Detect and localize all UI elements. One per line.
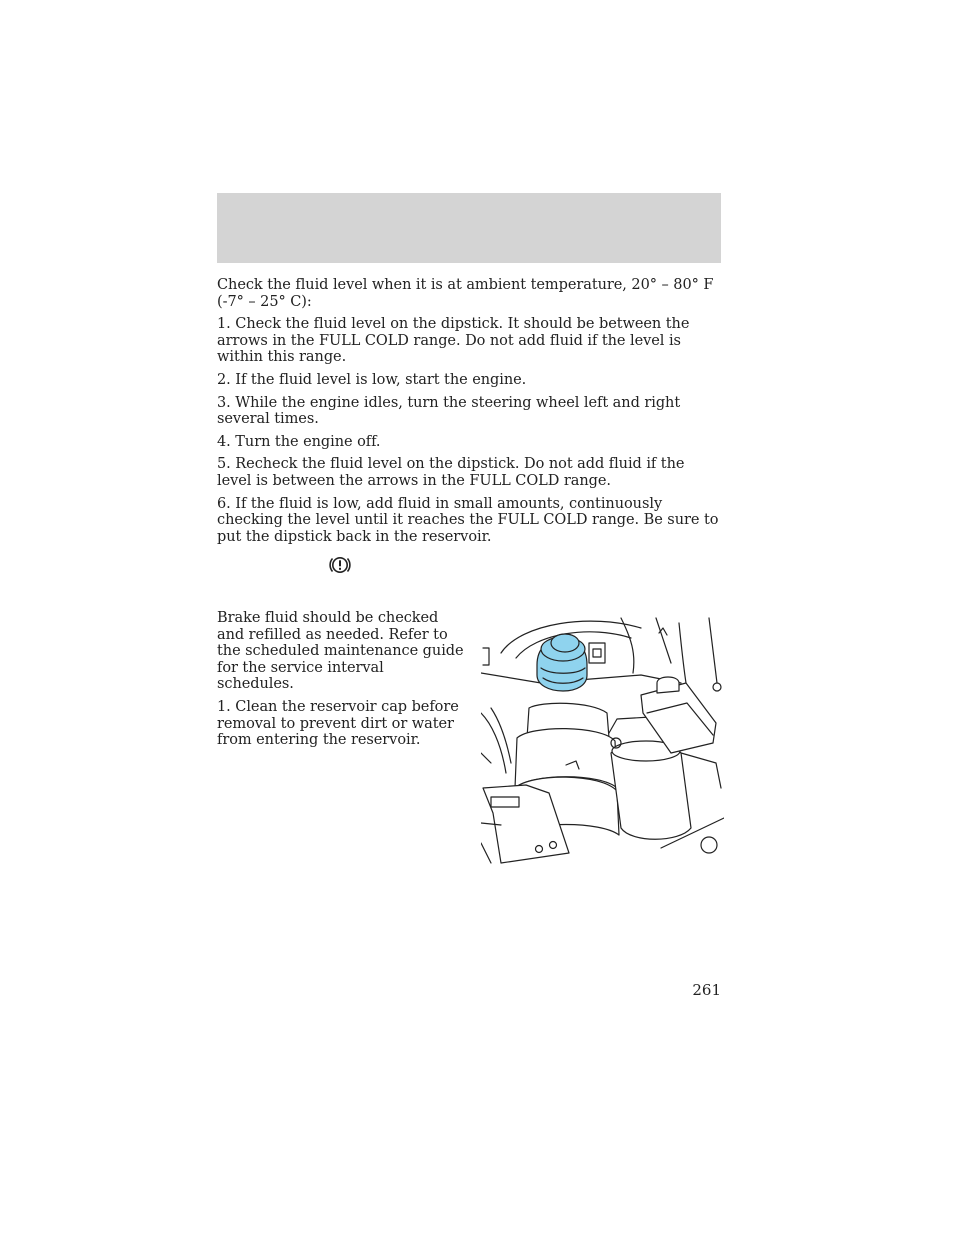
section-header-band [217, 193, 721, 263]
step-5: 5. Recheck the fluid level on the dipstick. Do not add fluid if the level is between the arrows in the FULL COLD range. [217, 456, 685, 489]
brake-fluid-paragraph: Brake fluid should be checked and refilled as needed. Refer to the scheduled maintenance guide for the service interval schedules. [217, 610, 464, 693]
step-1: 1. Check the fluid level on the dipstick. It should be between the arrows in the FULL COLD range. Do not add fluid if the level is within this range. [217, 316, 690, 366]
brake-fluid-section [217, 610, 465, 755]
fluid-check-section [217, 277, 721, 551]
fluid-check-intro: Check the fluid level when it is at ambient temperature, 20° – 80° F (-7° – 25° C): [217, 277, 714, 310]
brake-fluid-step-1: 1. Clean the reservoir cap before removal to prevent dirt or water from entering the reservoir. [217, 698, 459, 749]
engine-compartment-illustration [481, 613, 724, 867]
page-number: 261 [692, 981, 721, 999]
step-6: 6. If the fluid is low, add fluid in small amounts, continuously checking the level until it reaches the FULL COLD range. Be sure to put the dipstick back in the reservoir. [217, 495, 719, 545]
step-4: 4. Turn the engine off. [217, 433, 381, 450]
step-3: 3. While the engine idles, turn the steering wheel left and right several times. [217, 394, 681, 428]
brake-warning-icon [326, 554, 354, 576]
step-2: 2. If the fluid level is low, start the engine. [217, 371, 527, 388]
